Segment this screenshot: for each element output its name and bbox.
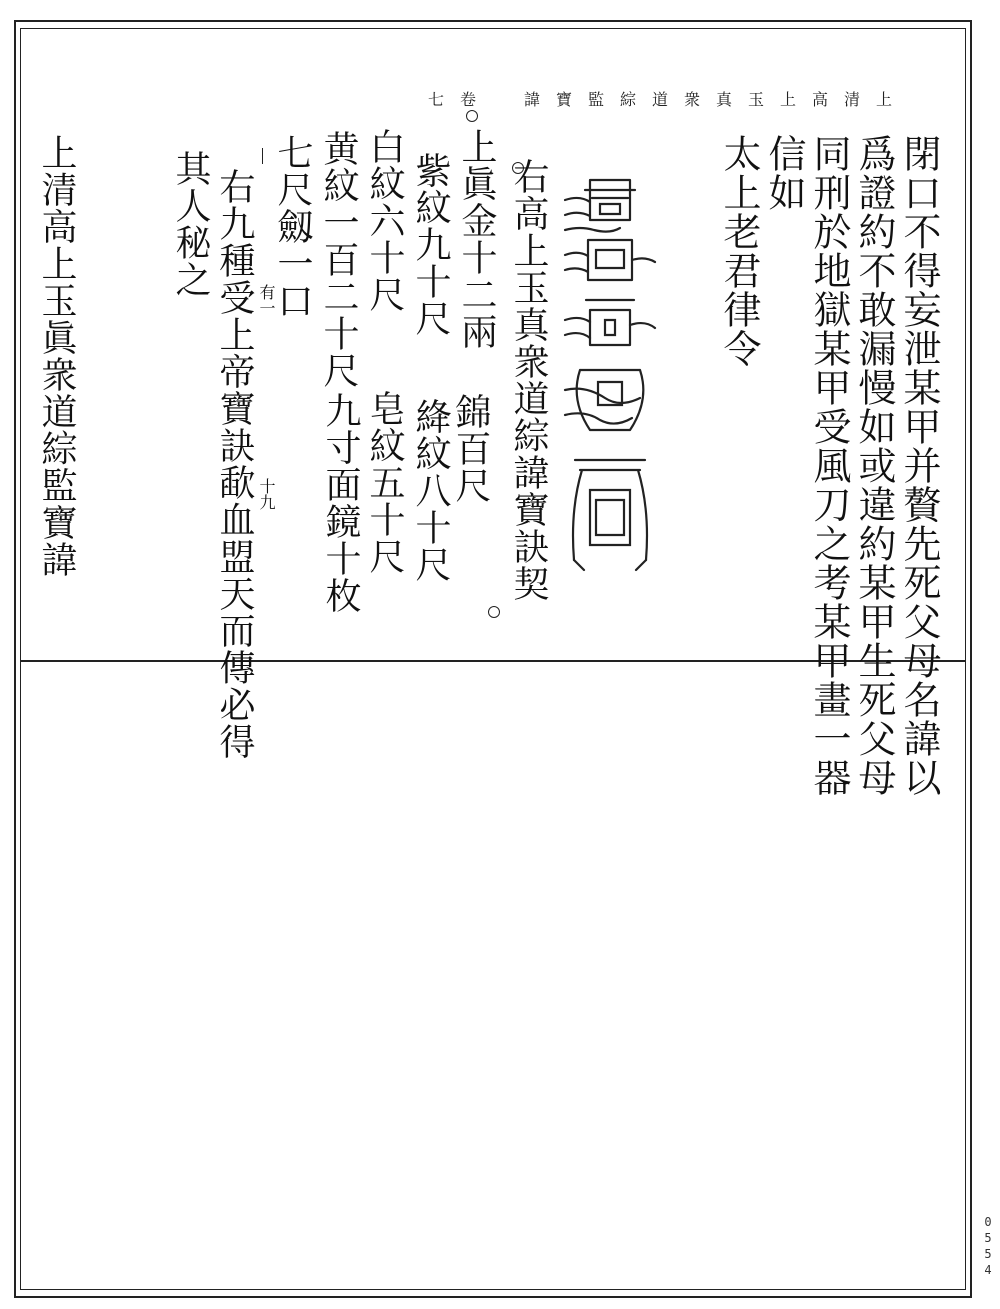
text-column-8a: 紫紋九十尺 xyxy=(410,152,451,337)
text-column-10b: 皂紋五十尺 xyxy=(364,390,405,575)
text-column-13: 其人秘之 xyxy=(170,150,211,298)
text-column-3: 同刑於地獄某甲受風刀之考某甲畫一器 xyxy=(807,134,851,797)
marginal-note-1: 有一 xyxy=(257,284,276,316)
marginal-note-2: 十九 xyxy=(257,478,276,510)
page-number: 0554 xyxy=(981,1215,995,1279)
text-column-10a: 黄紋一百二十尺 xyxy=(318,130,359,389)
text-column-11a: 七尺劔一口 xyxy=(272,134,313,319)
text-column-8b: 錦百尺 xyxy=(450,393,491,504)
text-column-7: 上眞金十二兩 xyxy=(456,128,497,350)
text-column-1: 閉口不得妄泄某甲并贅先死父母名諱以 xyxy=(897,134,941,797)
text-column-4: 信如 xyxy=(762,134,806,212)
text-column-2: 爲證約不敢漏慢如或違約某甲生死父母 xyxy=(852,134,896,797)
text-column-5: 太上老君律令 xyxy=(717,134,761,368)
text-column-9b: 絳紋八十尺 xyxy=(410,398,451,583)
text-column-9a: 白紋六十尺 xyxy=(364,128,405,313)
text-column-12: 右九種受上帝寶訣歃血盟天而傳必得 xyxy=(214,168,255,760)
running-header: 上清高上玉真衆道綜監寶諱 卷七 xyxy=(428,90,909,109)
talisman-glyph xyxy=(560,170,660,580)
circle-mark-3 xyxy=(466,110,478,122)
marginal-tick xyxy=(262,148,263,164)
text-column-6: 右高上玉真衆道綜諱寶訣契 xyxy=(508,158,549,602)
closing-title: 上清高上玉眞衆道綜監寶諱 xyxy=(36,134,77,578)
circle-mark-2 xyxy=(488,606,500,618)
text-column-11b: 九寸面鏡十枚 xyxy=(320,392,361,614)
